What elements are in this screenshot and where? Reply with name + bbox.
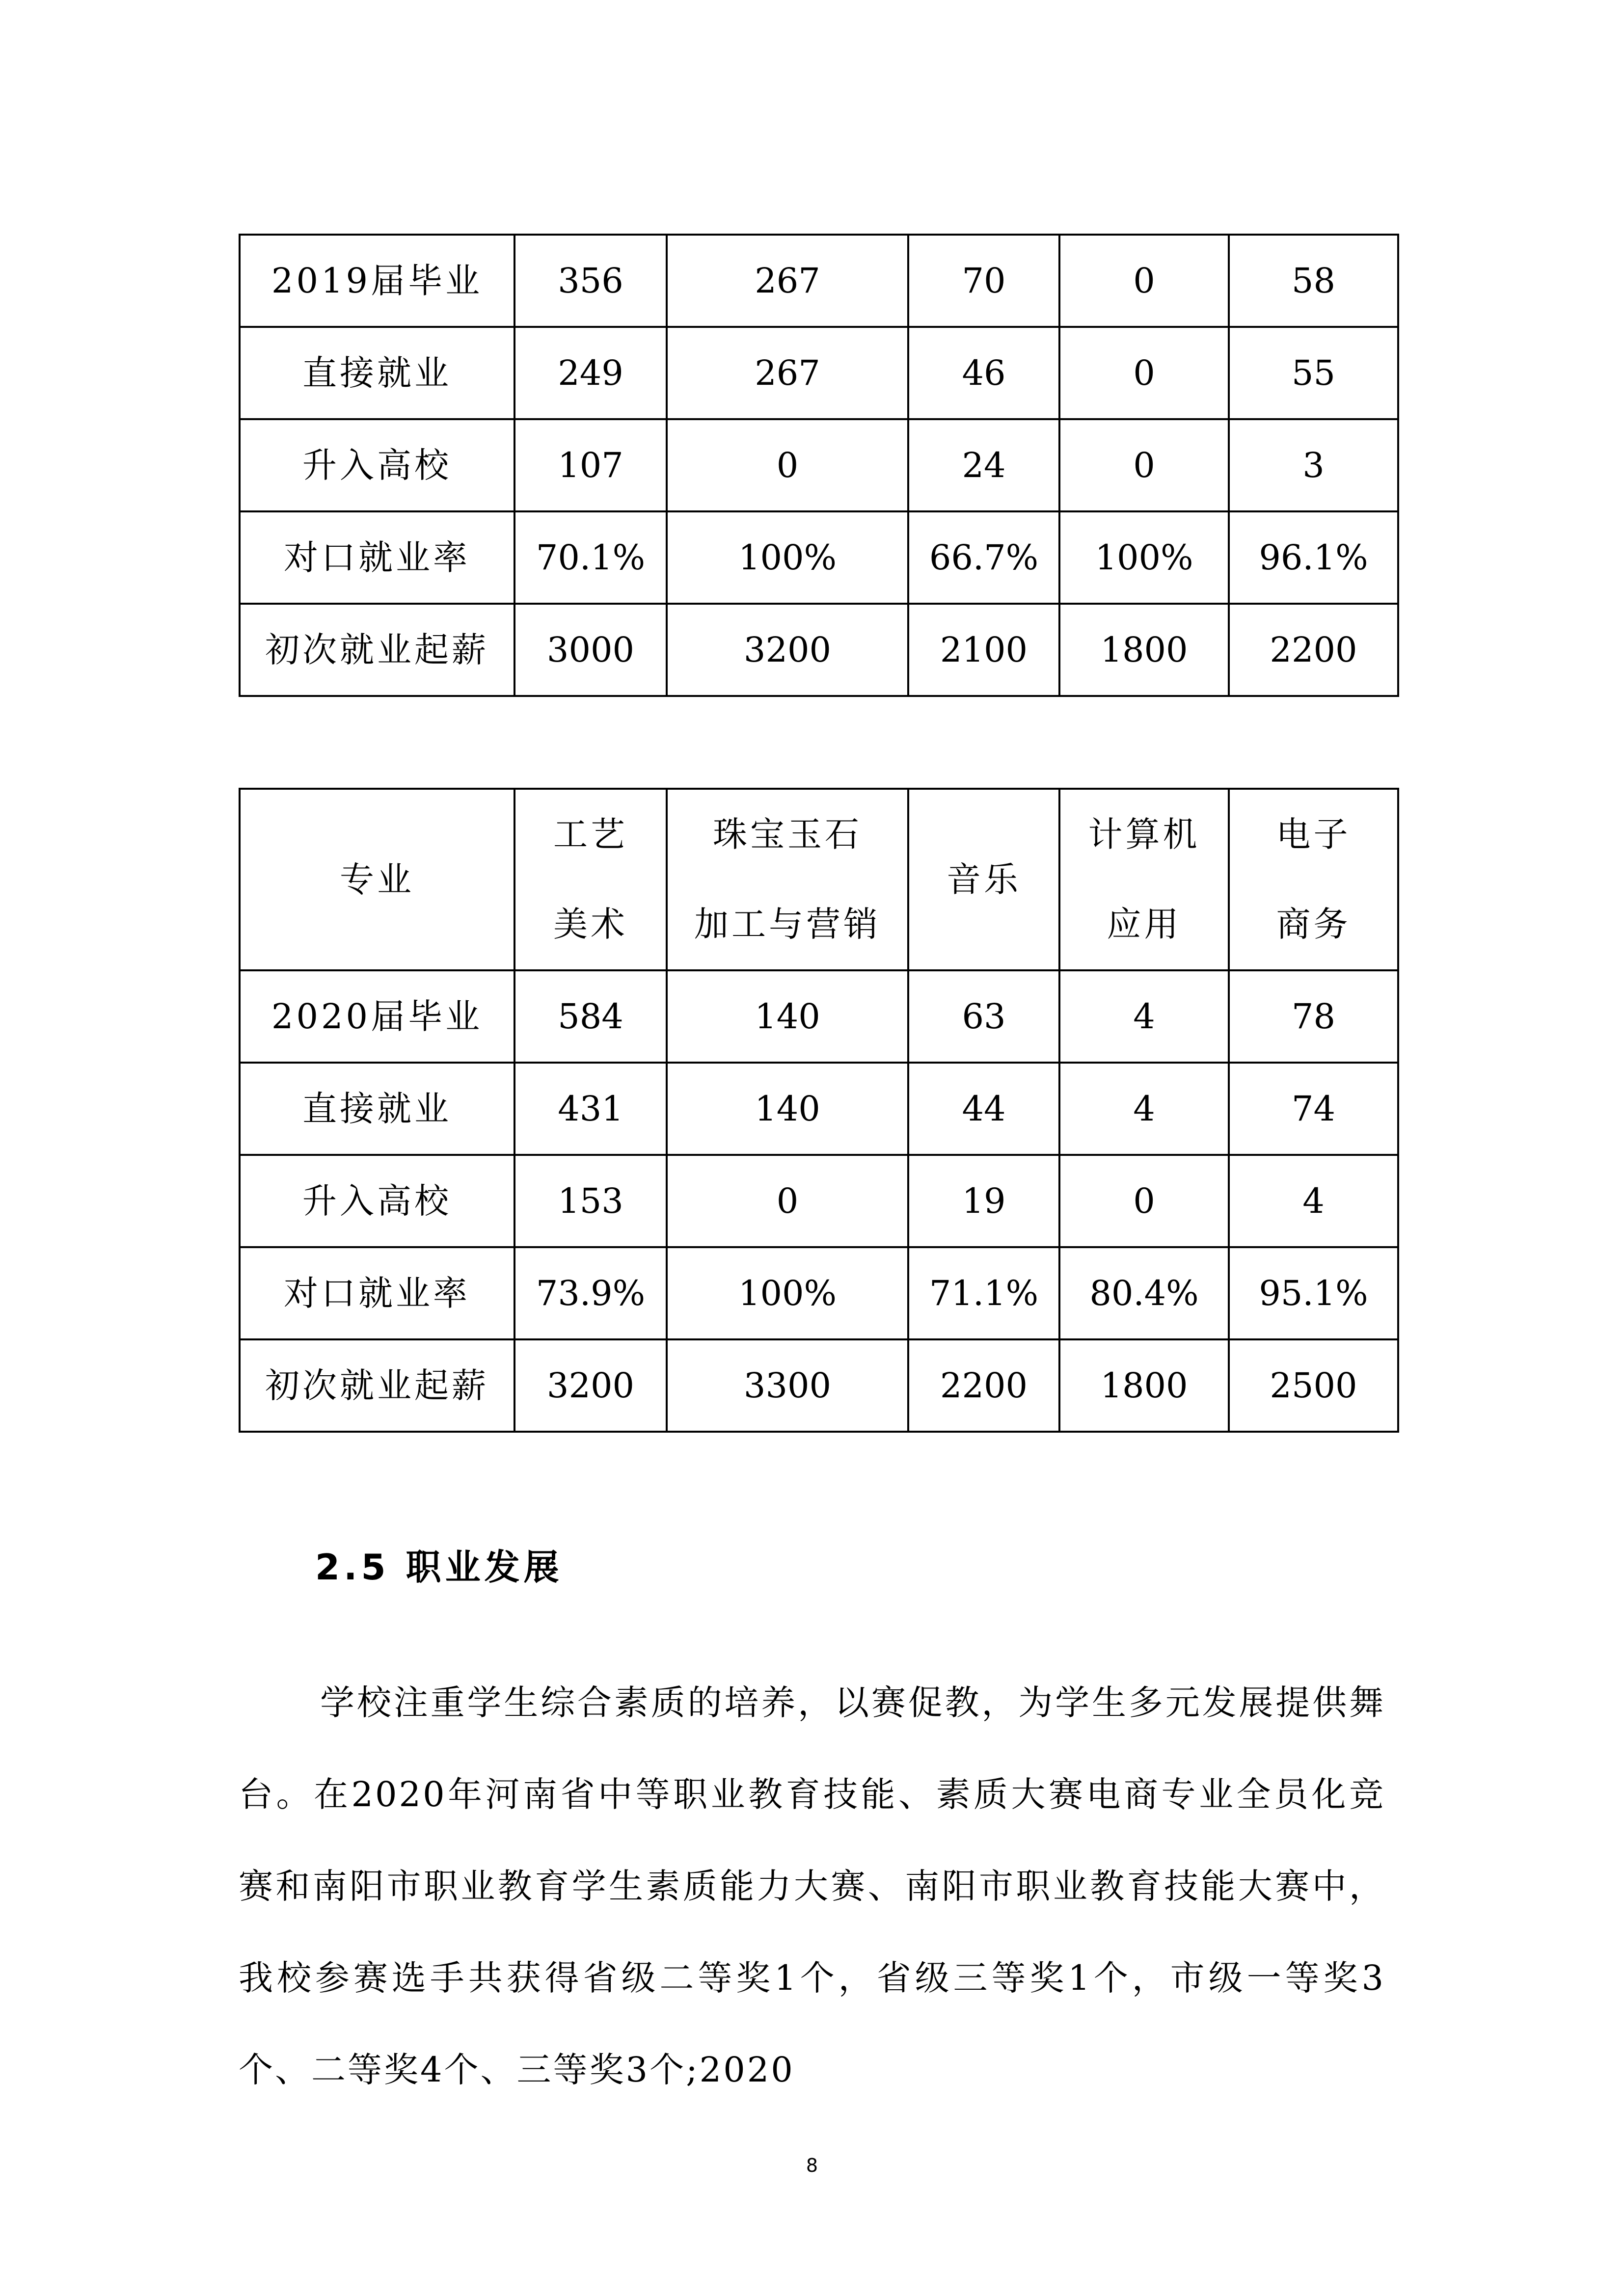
table-cell: 140 bbox=[667, 1063, 908, 1155]
table-cell: 55 bbox=[1229, 327, 1398, 419]
table-cell: 3200 bbox=[667, 604, 908, 696]
column-header-line: 音乐 bbox=[947, 859, 1021, 900]
row-label: 对口就业率 bbox=[240, 1247, 514, 1339]
row-label: 直接就业 bbox=[240, 1063, 514, 1155]
table-cell: 46 bbox=[908, 327, 1059, 419]
table-cell: 70 bbox=[908, 235, 1059, 327]
body-paragraph: 学校注重学生综合素质的培养，以赛促教，为学生多元发展提供舞台。在2020年河南省中等职业教育技能、素质大赛电商专业全员化竞赛和南阳市职业教育学生素质能力大赛、南阳市职业教育技能大赛中，我校参赛选手共获得省级二等奖1个，省级三等奖1个，市级一等奖3个、二等奖4个、三等奖3个;2020 bbox=[239, 1682, 1385, 2090]
table-cell: 153 bbox=[514, 1155, 667, 1247]
table-cell: 107 bbox=[514, 419, 667, 511]
column-header bbox=[1229, 789, 1398, 970]
table-cell: 0 bbox=[667, 419, 908, 511]
table-cell: 4 bbox=[1059, 1063, 1229, 1155]
table-cell: 58 bbox=[1229, 235, 1398, 327]
table-cell: 71.1% bbox=[908, 1247, 1059, 1339]
column-header-line: 商务 bbox=[1276, 904, 1351, 944]
row-label: 2019届毕业 bbox=[240, 235, 514, 327]
section-heading: 2.5 职业发展 bbox=[315, 1547, 563, 1588]
table-cell: 100% bbox=[667, 511, 908, 604]
column-header bbox=[1059, 789, 1229, 970]
table-cell: 2200 bbox=[908, 1339, 1059, 1432]
table-cell: 0 bbox=[1059, 419, 1229, 511]
table-row bbox=[240, 1247, 1398, 1339]
table-cell: 0 bbox=[667, 1155, 908, 1247]
row-label: 直接就业 bbox=[240, 327, 514, 419]
table-cell: 1800 bbox=[1059, 1339, 1229, 1432]
table-cell: 0 bbox=[1059, 327, 1229, 419]
table-cell: 100% bbox=[1059, 511, 1229, 604]
table-cell: 80.4% bbox=[1059, 1247, 1229, 1339]
table-cell: 19 bbox=[908, 1155, 1059, 1247]
table-cell: 74 bbox=[1229, 1063, 1398, 1155]
table-cell: 356 bbox=[514, 235, 667, 327]
page-number: 8 bbox=[806, 2155, 818, 2176]
row-label: 升入高校 bbox=[240, 1155, 514, 1247]
table-row bbox=[240, 1339, 1398, 1432]
table-row bbox=[240, 327, 1398, 419]
table-cell: 0 bbox=[1059, 1155, 1229, 1247]
table-row bbox=[240, 419, 1398, 511]
table-cell: 95.1% bbox=[1229, 1247, 1398, 1339]
table-cell: 140 bbox=[667, 970, 908, 1063]
table-cell: 431 bbox=[514, 1063, 667, 1155]
table-cell: 3 bbox=[1229, 419, 1398, 511]
column-header-line: 应用 bbox=[1107, 904, 1182, 944]
column-header-line: 工艺 bbox=[553, 814, 628, 854]
row-label: 初次就业起薪 bbox=[240, 604, 514, 696]
table-cell: 96.1% bbox=[1229, 511, 1398, 604]
table-row bbox=[240, 511, 1398, 604]
table-cell: 66.7% bbox=[908, 511, 1059, 604]
table-cell: 4 bbox=[1229, 1155, 1398, 1247]
table-cell: 2200 bbox=[1229, 604, 1398, 696]
row-label: 升入高校 bbox=[240, 419, 514, 511]
column-header-line: 珠宝玉石 bbox=[713, 814, 862, 854]
row-label: 初次就业起薪 bbox=[240, 1339, 514, 1432]
table-cell: 78 bbox=[1229, 970, 1398, 1063]
column-header bbox=[908, 789, 1059, 970]
table-cell: 249 bbox=[514, 327, 667, 419]
table-cell: 73.9% bbox=[514, 1247, 667, 1339]
table-header-row bbox=[240, 789, 1398, 970]
table-cell: 3000 bbox=[514, 604, 667, 696]
table-cell: 584 bbox=[514, 970, 667, 1063]
employment-table-2020 bbox=[239, 788, 1399, 1433]
table-cell: 267 bbox=[667, 327, 908, 419]
table-cell: 2100 bbox=[908, 604, 1059, 696]
table-cell: 267 bbox=[667, 235, 908, 327]
table-cell: 100% bbox=[667, 1247, 908, 1339]
table-cell: 4 bbox=[1059, 970, 1229, 1063]
table-row bbox=[240, 1155, 1398, 1247]
table-cell: 1800 bbox=[1059, 604, 1229, 696]
column-header-line: 美术 bbox=[553, 904, 628, 944]
table-cell: 3300 bbox=[667, 1339, 908, 1432]
table-cell: 24 bbox=[908, 419, 1059, 511]
column-header-line: 电子 bbox=[1276, 814, 1351, 854]
row-label: 2020届毕业 bbox=[240, 970, 514, 1063]
table-cell: 3200 bbox=[514, 1339, 667, 1432]
table-cell: 44 bbox=[908, 1063, 1059, 1155]
column-header bbox=[667, 789, 908, 970]
table-row bbox=[240, 235, 1398, 327]
table-row bbox=[240, 604, 1398, 696]
table-cell: 2500 bbox=[1229, 1339, 1398, 1432]
column-header bbox=[514, 789, 667, 970]
table-cell: 63 bbox=[908, 970, 1059, 1063]
table-row bbox=[240, 1063, 1398, 1155]
employment-table-2019 bbox=[239, 234, 1399, 697]
column-header-line: 计算机 bbox=[1088, 814, 1200, 854]
table-cell: 70.1% bbox=[514, 511, 667, 604]
row-label: 对口就业率 bbox=[240, 511, 514, 604]
table-cell: 0 bbox=[1059, 235, 1229, 327]
table-row bbox=[240, 970, 1398, 1063]
header-label: 专业 bbox=[240, 789, 514, 970]
column-header-line: 加工与营销 bbox=[694, 904, 881, 944]
